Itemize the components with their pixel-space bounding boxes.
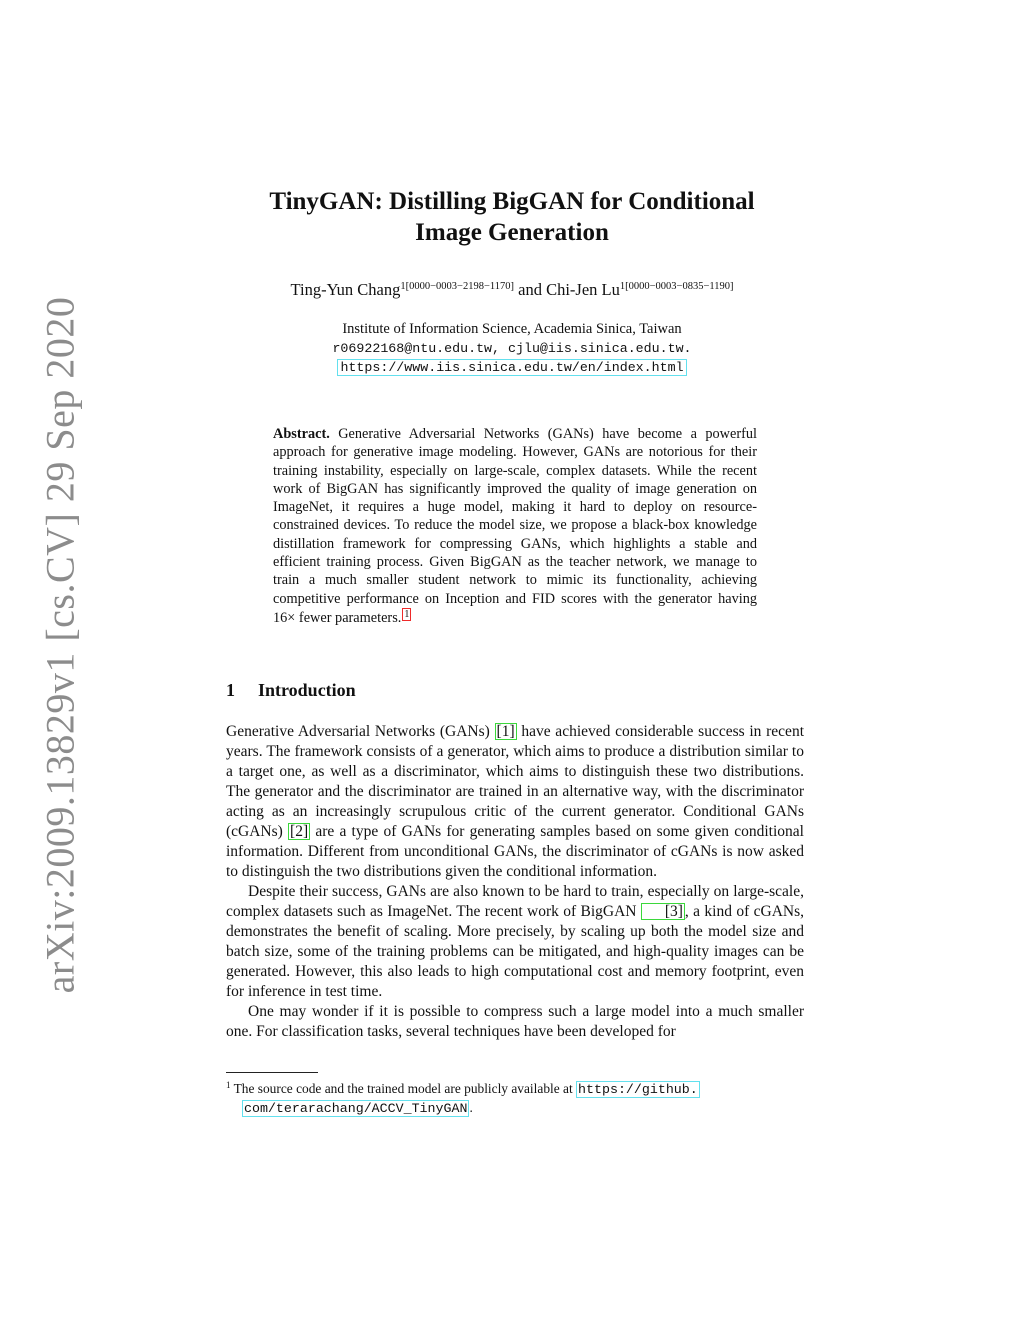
- paragraph-1-text-a: Generative Adversarial Networks (GANs): [226, 723, 495, 740]
- paper-title: [0, 186, 1024, 248]
- section-heading: [226, 680, 356, 701]
- paragraph-3: One may wonder if it is possible to compress such a large model into a much smaller one. For classification tasks, several techniques have been developed for: [226, 1003, 804, 1040]
- paragraph-1-text-c: are a type of GANs for generating samples based on some given conditional information. Different from unconditional GANs, the discriminator of cGANs is now asked to distinguish the two distributions given the conditional information.: [226, 823, 804, 880]
- abstract-text: Generative Adversarial Networks (GANs) have become a powerful approach for generative image modeling. However, GANs are notorious for their training instability, especially on large-scale, complex datasets. While the recent work of BigGAN has significantly improved the quality of image generation on ImageNet, it requires a huge model, making it hard to deploy on resource-constrained devices. To reduce the model size, we propose a black-box knowledge distillation framework for compressing GANs, which highlights a stable and efficient training process. Given BigGAN as the teacher network, we manage to train a much smaller student network to mimic its functionality, achieving competitive performance on Inception and FID scores with the generator having 16× fewer parameters.: [273, 426, 757, 626]
- paragraph-1-text-b: have achieved considerable success in recent years. The framework consists of a generator, which aims to produce a distribution similar to a target one, as well as a discriminator, which aims to distinguish these two distributions. The generator and the discriminator are trained in an alternative way, with the discriminator acting as an increasingly scrupulous critic of the current generator. Conditional GANs (cGANs): [226, 723, 804, 840]
- author-conjunction: and: [518, 280, 542, 299]
- paragraph-1: [226, 722, 804, 882]
- institute-url-link[interactable]: https://www.iis.sinica.edu.tw/en/index.html: [337, 359, 686, 376]
- footnote-end: .: [469, 1100, 473, 1115]
- author-1-orcid: 1[0000−0003−2198−1170]: [400, 281, 514, 292]
- abstract: [273, 425, 757, 627]
- paragraph-2-text-b: , a kind of cGANs, demonstrates the benefit of scaling. More precisely, by scaling up both the model size and batch size, some of the training problems can be mitigated, and high-quality images can be generated. However, this also leads to high computational cost and memory footprint, even for inference in test time.: [226, 903, 804, 1000]
- body-text: [226, 722, 804, 1042]
- title-line-2: Image Generation: [415, 219, 609, 246]
- section-number: 1: [226, 680, 235, 700]
- author-emails: r06922168@ntu.edu.tw, cjlu@iis.sinica.edu.tw.: [332, 341, 692, 356]
- footnote-text: The source code and the trained model are publicly available at: [233, 1081, 577, 1096]
- author-list: [0, 280, 1024, 300]
- footnote-ref-link[interactable]: 1: [404, 608, 410, 620]
- section-title: Introduction: [258, 680, 356, 700]
- institute: Institute of Information Science, Academia Sinica, Taiwan: [342, 321, 682, 337]
- github-link-part-2[interactable]: com/terarachang/ACCV_TinyGAN: [244, 1101, 468, 1116]
- footnote: [226, 1076, 816, 1117]
- citation-link-3[interactable]: [3]: [641, 903, 685, 920]
- footnote-divider: [226, 1072, 318, 1073]
- abstract-label: Abstract.: [273, 426, 330, 442]
- author-2: Chi-Jen Lu: [546, 280, 620, 299]
- github-link-part-1[interactable]: https://github.: [578, 1082, 698, 1097]
- paragraph-2-text-a: Despite their success, GANs are also known to be hard to train, especially on large-scale, complex datasets such as ImageNet. The recent work of BigGAN: [226, 883, 804, 920]
- footnote-mark: 1: [226, 1080, 231, 1090]
- affiliation-block: [0, 320, 1024, 377]
- citation-link-2[interactable]: [2]: [290, 823, 309, 840]
- paragraph-2: [226, 882, 804, 1002]
- title-line-1: TinyGAN: Distilling BigGAN for Conditional: [269, 188, 755, 215]
- arxiv-stamp: arXiv:2009.13829v1 [cs.CV] 29 Sep 2020: [37, 296, 83, 994]
- author-1: Ting-Yun Chang: [290, 280, 401, 299]
- citation-link-1[interactable]: [1]: [496, 723, 515, 740]
- author-2-orcid: 1[0000−0003−0835−1190]: [619, 281, 734, 292]
